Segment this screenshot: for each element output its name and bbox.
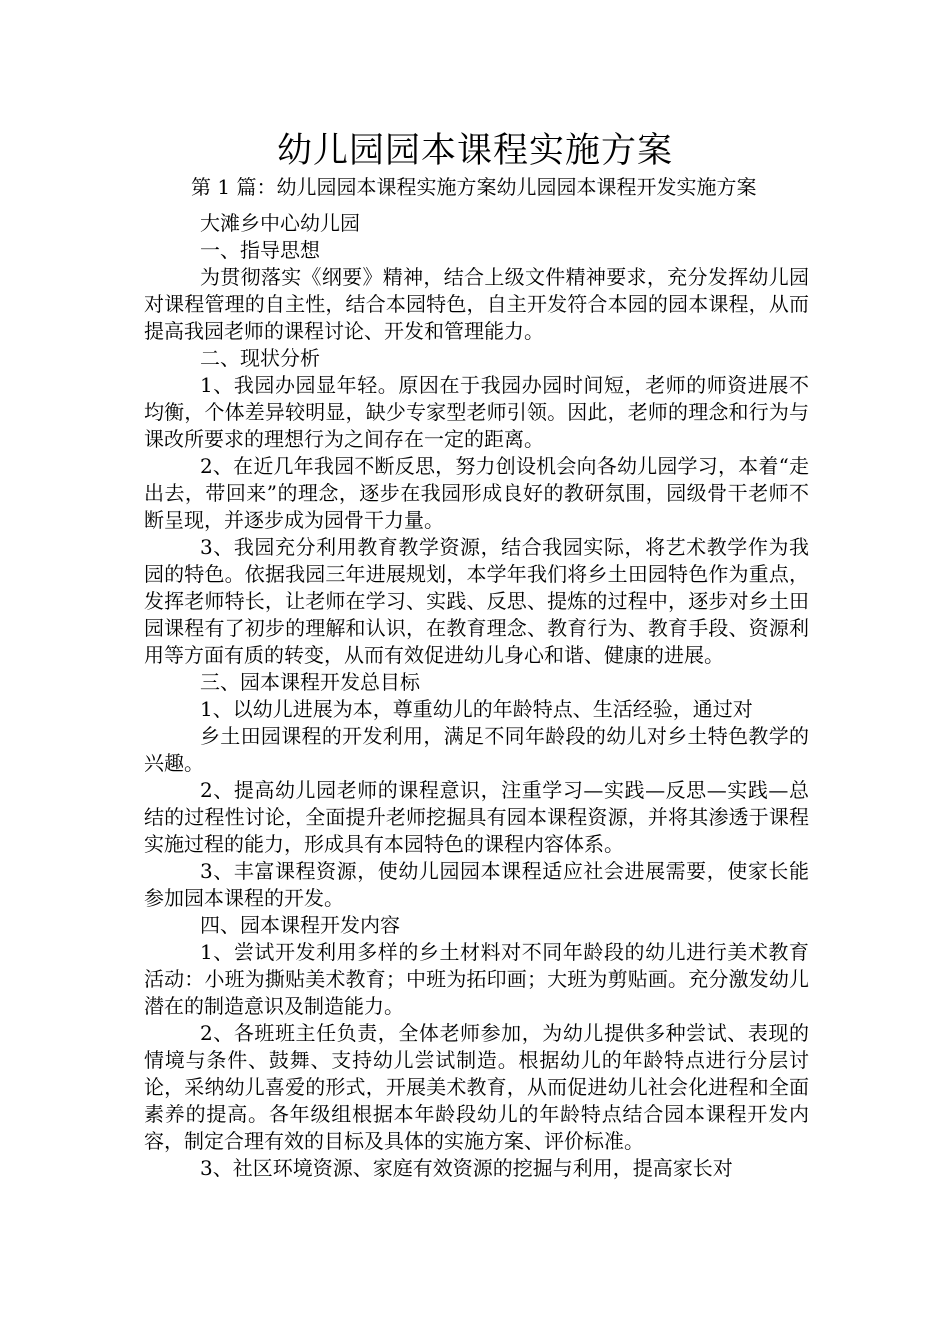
heading-current-analysis: 二、现状分析 <box>200 346 320 370</box>
kindergarten-name: 大滩乡中心幼儿园 <box>200 211 360 235</box>
paragraph-guiding-thought: 为贯彻落实《纲要》精神，结合上级文件精神要求，充分发挥幼儿园对课程管理的自主性，结合本园特色，自主开发符合本园的园本课程，从而提高我园老师的课程讨论、开发和管理能力。 <box>144 265 809 343</box>
document-body <box>144 174 809 1182</box>
paragraph-analysis-3: 3、我园充分利用教育教学资源，结合我园实际，将艺术教学作为我园的特色。依据我园三年进展规划，本学年我们将乡土田园特色作为重点，发挥老师特长，让老师在学习、实践、反思、提炼的过程中，逐步对乡土田园课程有了初步的理解和认识，在教育理念、教育行为、教育手段、资源利用等方面有质的转变，从而有效促进幼儿身心和谐、健康的进展。 <box>144 535 809 667</box>
document-title: 幼儿园园本课程实施方案 <box>276 131 673 171</box>
heading-guiding-thought: 一、指导思想 <box>200 238 320 262</box>
paragraph-content-1: 1、尝试开发利用多样的乡土材料对不同年龄段的幼儿进行美术教育活动：小班为撕贴美术教育；中班为拓印画；大班为剪贴画。充分激发幼儿潜在的制造意识及制造能力。 <box>144 940 809 1018</box>
paragraph-content-3: 3、社区环境资源、家庭有效资源的挖掘与利用，提高家长对 <box>200 1156 733 1180</box>
paragraph-goal-1a: 1、以幼儿进展为本，尊重幼儿的年龄特点、生活经验，通过对 <box>200 697 753 721</box>
paragraph-content-2: 2、各班班主任负责，全体老师参加，为幼儿提供多种尝试、表现的情境与条件、鼓舞、支持幼儿尝试制造。根据幼儿的年龄特点进行分层讨论，采纳幼儿喜爱的形式，开展美术教育，从而促进幼儿社会化进程和全面素养的提高。各年级组根据本年龄段幼儿的年龄特点结合园本课程开发内容，制定合理有效的目标及具体的实施方案、评价标准。 <box>144 1021 809 1153</box>
paragraph-analysis-2: 2、在近几年我园不断反思，努力创设机会向各幼儿园学习，本着“走出去，带回来”的理念，逐步在我园形成良好的教研氛围，园级骨干老师不断呈现，并逐步成为园骨干力量。 <box>144 454 809 532</box>
paragraph-goal-3: 3、丰富课程资源，使幼儿园园本课程适应社会进展需要，使家长能参加园本课程的开发。 <box>144 859 809 910</box>
paragraph-goal-2: 2、提高幼儿园老师的课程意识，注重学习—实践—反思—实践—总结的过程性讨论，全面提升老师挖掘具有园本课程资源，并将其渗透于课程实施过程的能力，形成具有本园特色的课程内容体系。 <box>144 778 809 856</box>
heading-overall-goals: 三、园本课程开发总目标 <box>200 670 420 694</box>
section-heading-part1: 第 1 篇：幼儿园园本课程实施方案幼儿园园本课程开发实施方案 <box>191 175 757 199</box>
heading-development-content: 四、园本课程开发内容 <box>200 913 400 937</box>
paragraph-analysis-1: 1、我园办园显年轻。原因在于我园办园时间短，老师的师资进展不均衡，个体差异较明显，缺少专家型老师引领。因此，老师的理念和行为与课改所要求的理想行为之间存在一定的距离。 <box>144 373 809 451</box>
paragraph-goal-1b: 乡土田园课程的开发利用，满足不同年龄段的幼儿对乡土特色教学的兴趣。 <box>144 724 809 775</box>
